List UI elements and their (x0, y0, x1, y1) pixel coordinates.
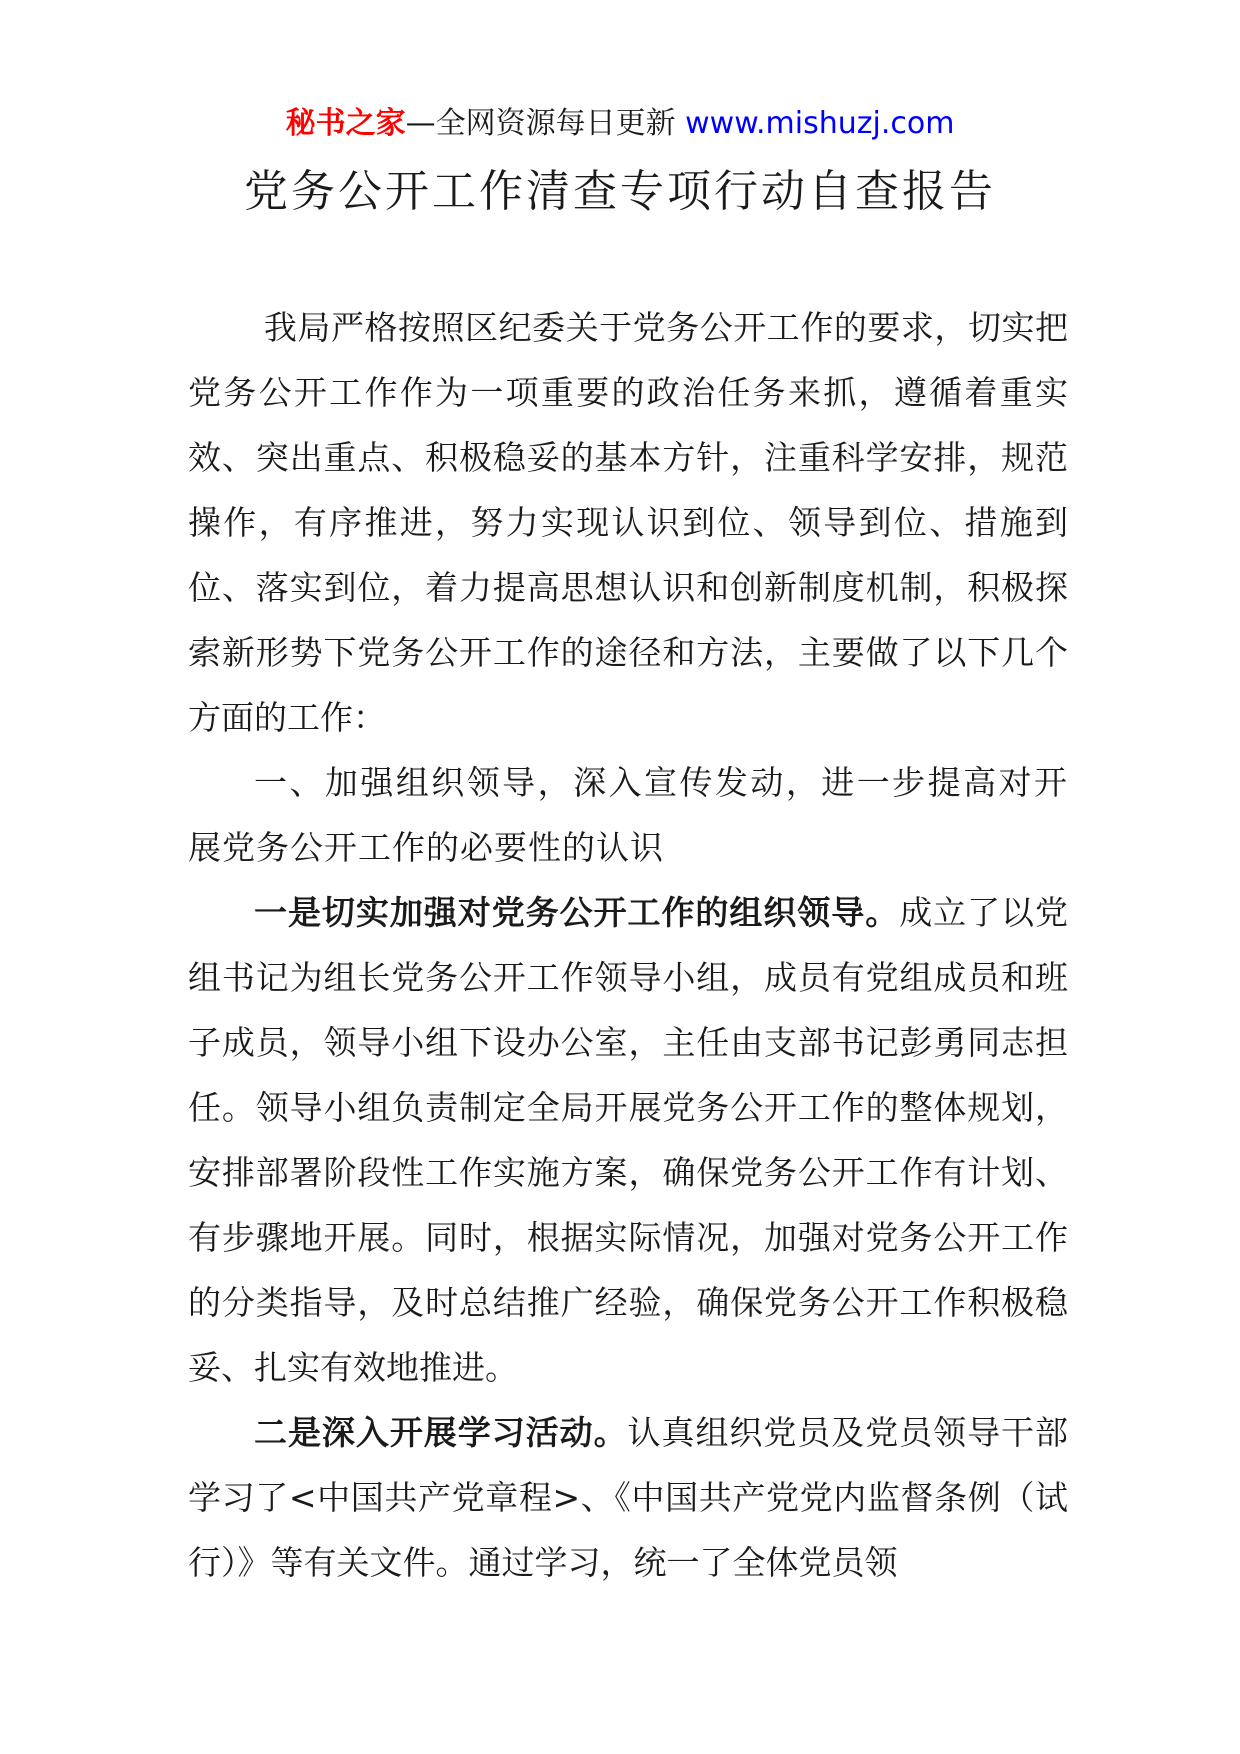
site-url-link[interactable]: www.mishuzj.com (685, 106, 955, 141)
document-title: 党务公开工作清查专项行动自查报告 (244, 166, 996, 217)
item-1-text: 成立了以党组书记为组长党务公开工作领导小组，成员有党组成员和班子成员，领导小组下设办公室，主任由支部书记彭勇同志担任。领导小组负责制定全局开展党务公开工作的整体规划，安排部署阶段性工作实施方案，确保党务公开工作有计划、有步骤地开展。同时，根据实际情况，加强对党务公开工作的分类指导，及时总结推广经验，确保党务公开工作积极稳妥、扎实有效地推进。 (188, 893, 1069, 1387)
intro-paragraph: 我局严格按照区纪委关于党务公开工作的要求，切实把党务公开工作作为一项重要的政治任务来抓，遵循着重实效、突出重点、积极稳妥的基本方针，注重科学安排，规范操作，有序推进，努力实现认识到位、领导到位、措施到位、落实到位，着力提高思想认识和创新制度机制，积极探索新形势下党务公开工作的途径和方法，主要做了以下几个方面的工作： (188, 308, 1068, 737)
item-paragraph-1 (188, 880, 1068, 1400)
item-paragraph-2 (188, 1400, 1068, 1595)
site-header (0, 100, 1240, 148)
document-body (188, 295, 1068, 1595)
site-brand: 秘书之家 (285, 106, 406, 141)
item-1-lead: 一是切实加强对党务公开工作的组织领导。 (254, 893, 900, 932)
item-2-lead: 二是深入开展学习活动。 (254, 1413, 628, 1452)
item-2-text: 认真组织党员及党员领导干部学习了<中国共产党章程>、《中国共产党党内监督条例（试行）》等有关文件。通过学习，统一了全体党员领 (188, 1413, 1069, 1582)
section-heading-1: 一、加强组织领导，深入宣传发动，进一步提高对开展党务公开工作的必要性的认识 (188, 763, 1068, 867)
site-tagline: —全网资源每日更新 (405, 106, 676, 141)
